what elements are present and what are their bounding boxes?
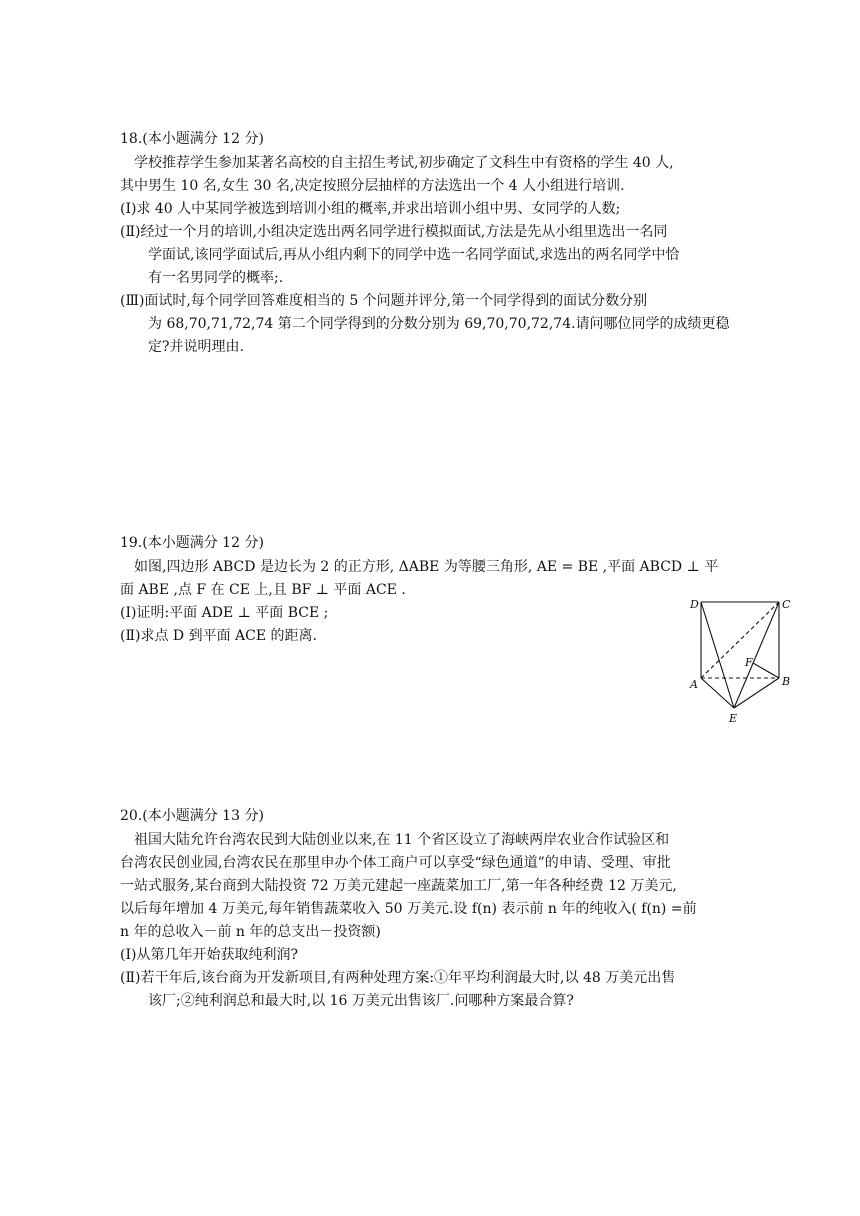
q20-part-2-cont: 该厂;②纯利润总和最大时,以 16 万美元出售该厂.问哪种方案最合算? (148, 993, 574, 1009)
q18-part-1: (Ⅰ)求 40 人中某同学被选到培训小组的概率,并求出培训小组中男、女同学的人数; (120, 201, 621, 217)
q18-part-3-cont-1: 为 68,70,71,72,74 第二个同学得到的分数分别为 69,70,70,72,74.请问哪位同学的成绩更稳 (148, 316, 730, 332)
label-e: E (729, 712, 738, 725)
q18-part-2-cont-2: 有一名男同学的概率;. (148, 270, 284, 286)
q19-title: 19.(本小题满分 12 分) (120, 535, 264, 551)
q18-part-2-cont-1: 学面试,该同学面试后,再从小组内剩下的同学中选一名同学面试,求选出的两名同学中恰 (148, 247, 680, 263)
q20-line-3: 一站式服务,某台商到大陆投资 72 万美元建起一座蔬菜加工厂,第一年各种经费 12 万美元, (120, 878, 677, 894)
q19-line-2: 面 ABE ,点 F 在 CE 上,且 BF ⊥ 平面 ACE . (120, 582, 406, 598)
q19-part-2: (Ⅱ)求点 D 到平面 ACE 的距离. (120, 628, 317, 644)
edge-de (701, 602, 734, 708)
q20-line-4: 以后每年增加 4 万美元,每年销售蔬菜收入 50 万美元.设 f(n) 表示前 n 年的纯收入( f(n) =前 (120, 901, 697, 917)
q19-line-1: 如图,四边形 ABCD 是边长为 2 的正方形, ΔABE 为等腰三角形, AE = BE ,平面 ABCD ⊥ 平 (134, 559, 719, 575)
q18-part-2: (Ⅱ)经过一个月的培训,小组决定选出两名同学进行模拟面试,方法是先从小组里选出一名同 (120, 224, 668, 240)
label-f: F (745, 656, 753, 669)
q20-part-1: (Ⅰ)从第几年开始获取纯利润? (120, 947, 298, 963)
q18-line-1: 学校推荐学生参加某著名高校的自主招生考试,初步确定了文科生中有资格的学生 40 人, (134, 155, 674, 171)
q18-part-3: (Ⅲ)面试时,每个同学回答难度相当的 5 个问题并评分,第一个同学得到的面试分数分别 (120, 293, 648, 309)
q18-title: 18.(本小题满分 12 分) (120, 131, 264, 147)
q20-part-2: (Ⅱ)若干年后,该台商为开发新项目,有两种处理方案:①年平均利润最大时,以 48 万美元出售 (120, 970, 676, 986)
geometry-figure (670, 590, 810, 730)
label-d: D (690, 598, 699, 611)
q20-line-1: 祖国大陆允许台湾农民到大陆创业以来,在 11 个省区设立了海峡两岸农业合作试验区和 (134, 832, 670, 848)
q20-line-2: 台湾农民创业园,台湾农民在那里申办个体工商户可以享受“绿色通道”的申请、受理、审批 (120, 855, 671, 871)
q20-title: 20.(本小题满分 13 分) (120, 808, 264, 824)
q18-line-2: 其中男生 10 名,女生 30 名,决定按照分层抽样的方法选出一个 4 人小组进行培训. (120, 178, 625, 194)
edge-ce (734, 602, 779, 708)
label-a: A (690, 678, 698, 691)
edge-bf (753, 663, 779, 678)
q18-part-3-cont-2: 定?并说明理由. (148, 339, 244, 355)
q19-part-1: (Ⅰ)证明:平面 ADE ⊥ 平面 BCE ; (120, 605, 329, 621)
label-c: C (782, 598, 791, 611)
label-b: B (782, 675, 791, 688)
q20-line-5: n 年的总收入－前 n 年的总支出－投资额) (120, 924, 381, 940)
